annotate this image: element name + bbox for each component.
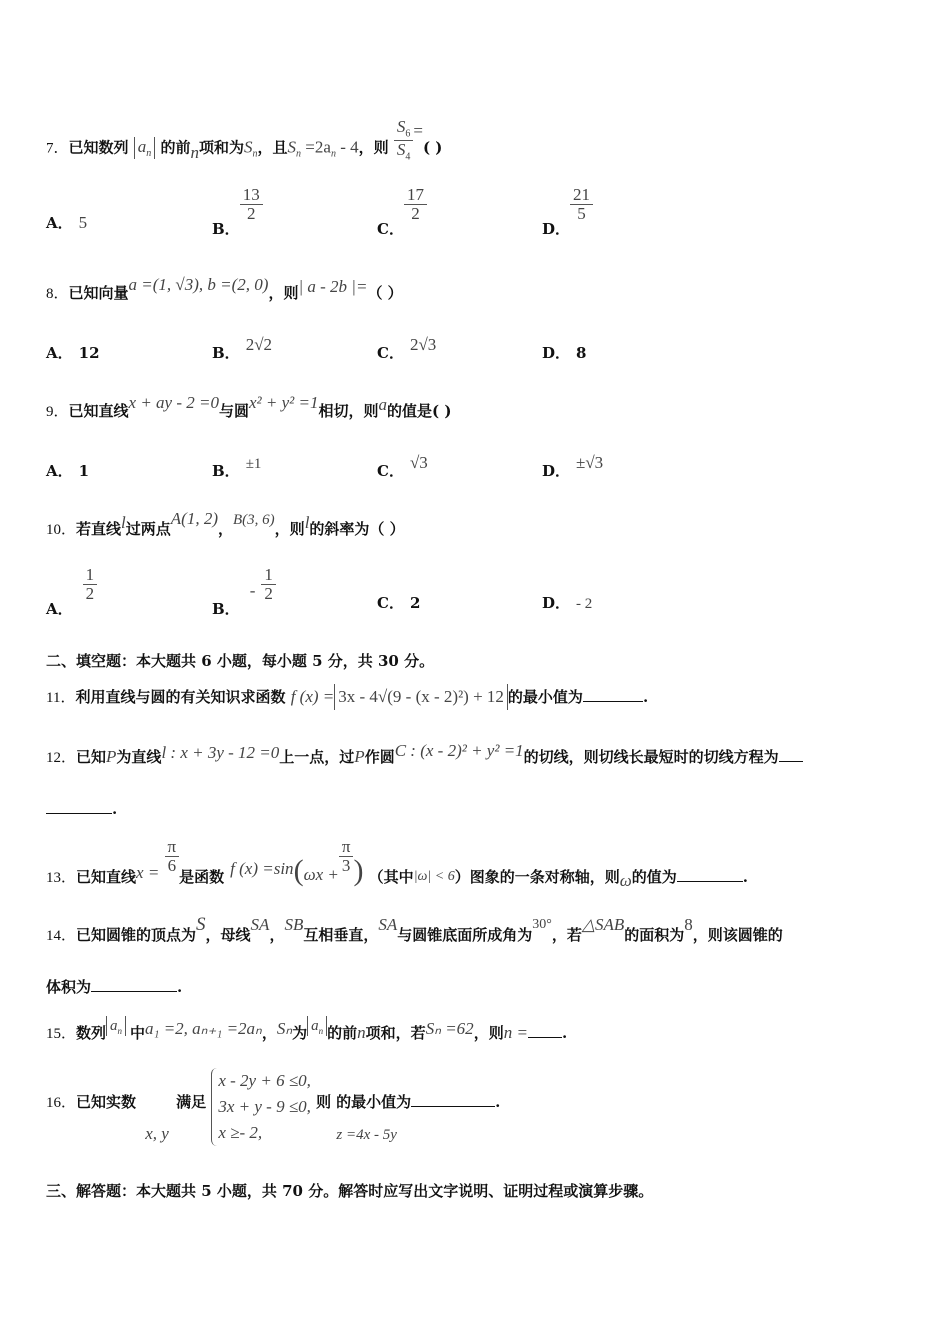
question-8: 8．已知向量a =(1, √3), b =(2, 0)，则| a - 2b |=（ ） (46, 275, 403, 302)
q7-option-d[interactable]: D． $\frac{21}{5}$ (542, 186, 593, 223)
question-11: 11．利用直线与圆的有关知识求函数 f (x) = 3x - 4√(9 - (x - 2)²) + 12 的最小值为 . (46, 684, 648, 710)
section-solution-heading: 三、解答题：本大题共 5 小题，共 70 分。解答时应写出文字说明、证明过程或演算步骤。 (46, 1182, 654, 1200)
q8-option-a[interactable]: A． 12 (46, 344, 100, 362)
section-fill-in-heading: 二、填空题：本大题共 6 小题，每小题 5 分，共 30 分。 (46, 652, 435, 670)
question-12: 12．已知P为直线l : x + 3y - 12 =0上一点，过P作圆C : (x - 2)² + y² =1的切线，则切线长最短时的切线方程为 (46, 746, 803, 767)
q9-option-b[interactable]: B． ±1 (212, 456, 262, 480)
q11-answer-blank[interactable] (583, 701, 643, 702)
q7-number: 7． (46, 140, 69, 157)
question-10: 10．若直线l过两点A(1, 2)，B(3, 6)，则l的斜率为（ ） (46, 509, 405, 538)
question-14-continued: 体积为 . (46, 978, 183, 996)
q12-answer-blank[interactable] (46, 813, 112, 814)
q8-option-b[interactable]: B． 2√2 (212, 335, 273, 362)
q8-option-d[interactable]: D． 8 (542, 344, 587, 362)
question-15: 15．数列 $a_n$ 中a₁ =2, aₙ₊₁ =2aₙ，Sₙ为 $a_n$ 的前n项和，若Sₙ =62，则n = . (46, 1018, 568, 1042)
q10-option-c[interactable]: C． 2 (377, 594, 421, 612)
q7-option-b[interactable]: B． $\frac{13}{2}$ (212, 186, 263, 223)
question-16: 16．已知实数 x, y 满足 x - 2y + 6 ≤0, 3x + y - 9 ≤0, x ≥- 2, 则 z =4x - 5y 的最小值为 . (46, 1068, 500, 1146)
q16-answer-blank[interactable] (411, 1106, 495, 1107)
q9-option-a[interactable]: A． 1 (46, 462, 90, 480)
q10-option-a[interactable]: A． $\frac{1}{2}$ (46, 566, 97, 603)
question-9: 9．已知直线x + ay - 2 =0与圆x² + y² =1相切，则a的值是( ) (46, 393, 452, 420)
question-13: 13．已知直线x = $\frac{\pi}{6}$ 是函数 f (x) =sin(ωx + $\frac{\pi}{3}$ ) （其中|ω| < 6）图象的一条对称轴，则ω的值为 . (46, 836, 748, 890)
q13-answer-blank[interactable] (677, 881, 743, 882)
q10-option-d[interactable]: D． - 2 (542, 594, 593, 612)
q7-ratio-fraction: $\frac{S_6}{S_4}$ (394, 118, 414, 163)
q8-option-c[interactable]: C． 2√3 (377, 335, 437, 362)
q14-answer-blank[interactable] (91, 991, 177, 992)
q10-option-b[interactable]: B．- $\frac{1}{2}$ (212, 566, 276, 603)
q9-option-d[interactable]: D． ±√3 (542, 453, 604, 480)
question-14: 14．已知圆锥的顶点为S，母线SA，SB互相垂直，SA与圆锥底面所成角为30°，若△SAB的面积为8，则该圆锥的 (46, 914, 783, 944)
q15-answer-blank[interactable] (528, 1037, 562, 1038)
q7-option-a[interactable]: A． 5 (46, 213, 88, 232)
q16-constraint-system: x - 2y + 6 ≤0, 3x + y - 9 ≤0, x ≥- 2, (211, 1068, 311, 1146)
question-7: 7．已知数列 $a_n$ 的前n项和为$S_n$，且$S_n =2a_n - 4$，则 $\frac{S_6}{S_4}$ =( ) (46, 117, 443, 163)
q9-option-c[interactable]: C． √3 (377, 453, 428, 480)
q7-option-c[interactable]: C． $\frac{17}{2}$ (377, 186, 427, 223)
question-12-continued: . (46, 800, 117, 818)
